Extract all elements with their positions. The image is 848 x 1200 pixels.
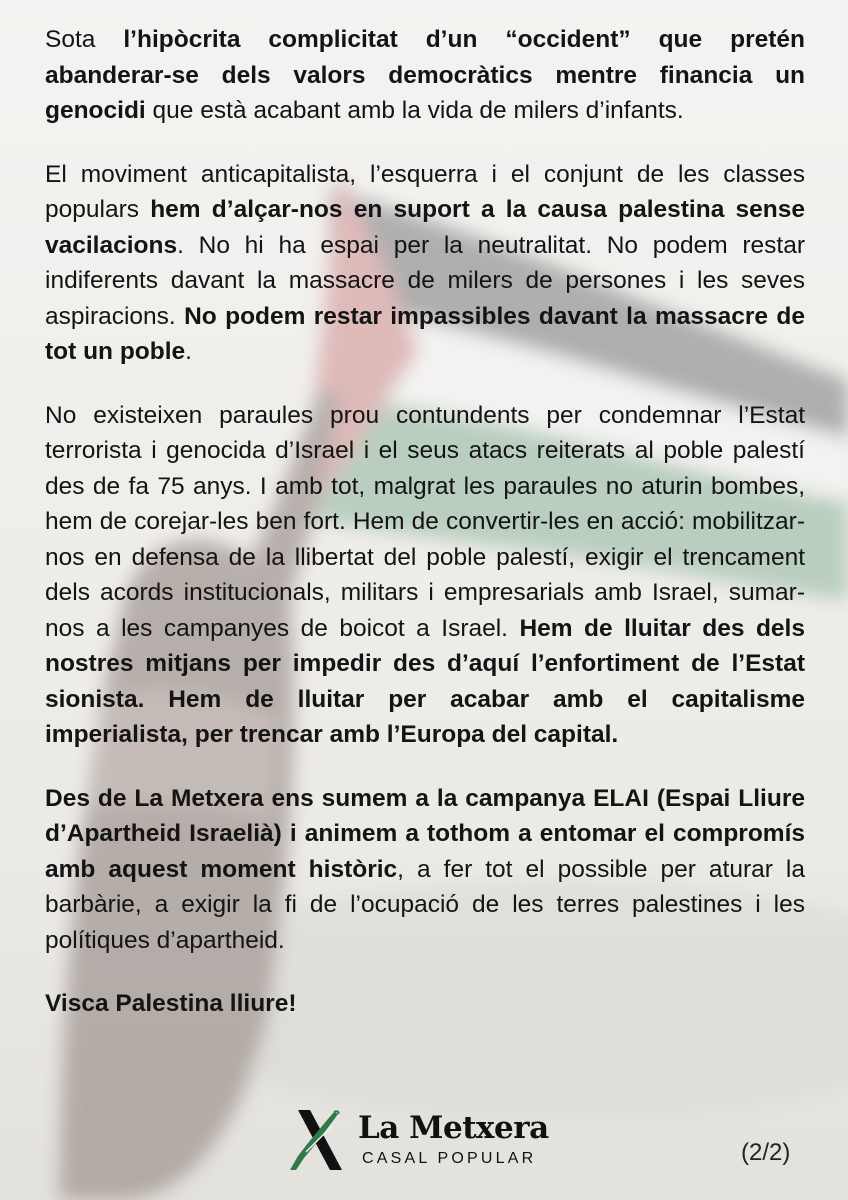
paragraph-1 (45, 22, 805, 129)
bold-text: Des de La Metxera ens sumem a la campanya ELAI (Espai Lliure d’Apartheid Israelià) i animem a tothom a entomar el compromís amb aquest moment històric (45, 784, 805, 883)
bold-text: No podem restar impassibles davant la massacre de tot un poble (45, 302, 805, 365)
article-body (45, 22, 805, 1050)
paragraph-5 (45, 986, 805, 1022)
bold-text: hem d’alçar-nos en suport a la causa palestina sense vacilacions (45, 196, 805, 259)
paragraph-2 (45, 157, 805, 370)
text-run: . (185, 338, 192, 365)
text-run: que està acabant amb la vida de milers d’infants. (145, 97, 684, 124)
text-run: El moviment anticapitalista, l’esquerra i el conjunt de les classes populars (45, 160, 805, 223)
logo-subtitle: CASAL POPULAR (362, 1150, 537, 1167)
page-number: (2/2) (741, 1139, 791, 1166)
text-run: . No hi ha espai per la neutralitat. No podem restar indiferents davant la massacre de milers de persones i les seves aspiracions. (45, 231, 805, 330)
bold-text: l’hipòcrita complicitat d’un “occident” que pretén abanderar-se dels valors democràtics mentre financia un genocidi (45, 26, 805, 124)
la-metxera-logo (288, 1108, 578, 1178)
bold-text: Visca Palestina lliure! (45, 990, 297, 1017)
paragraph-4 (45, 781, 805, 959)
logo-title: La Metxera (358, 1110, 549, 1146)
fuse-x-icon (288, 1108, 350, 1172)
text-run: Sota (45, 26, 124, 53)
text-run: , a fer tot el possible per aturar la barbàrie, a exigir la fi de l’ocupació de les terres palestines i les polítiques d’apartheid. (45, 855, 805, 954)
bold-text: Hem de lluitar des dels nostres mitjans per impedir des d’aquí l’enfortiment de l’Estat sionista. Hem de lluitar per acabar amb el capitalisme imperialista, per trencar amb l’Europa del capital. (45, 614, 805, 748)
text-run: No existeixen paraules prou contundents per condemnar l’Estat terrorista i genocida d’Israel i el seus atacs reiterats al poble palestí des de fa 75 anys. I amb tot, malgrat les paraules no aturin bombes, hem de corejar-les ben fort. Hem de convertir-les en acció: mobilitzar-nos en defensa de la llibertat del poble palestí, exigir el trencament dels acords institucionals, militars i empresarials amb Israel, sumar-nos a les campanyes de boicot a Israel. (45, 401, 805, 642)
paragraph-3 (45, 398, 805, 753)
